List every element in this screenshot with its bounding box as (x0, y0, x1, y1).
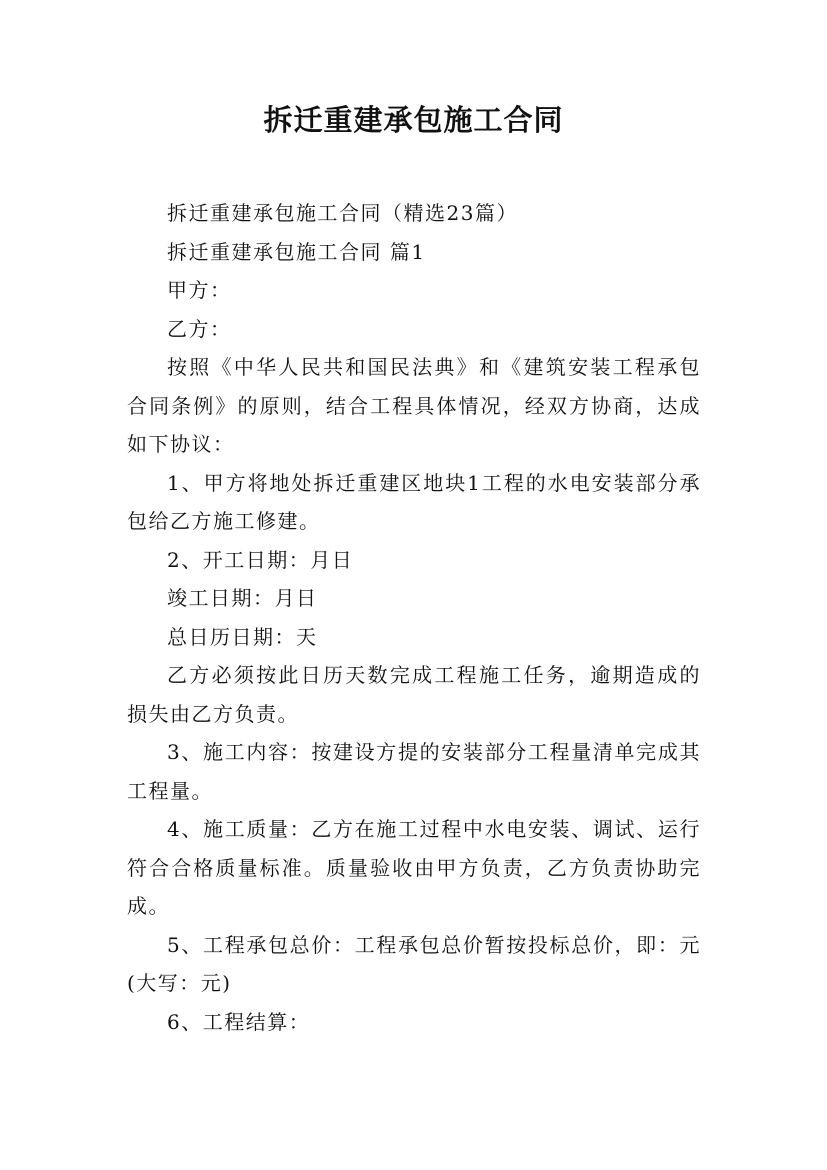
paragraph: 竣工日期：月日 (167, 586, 318, 610)
paragraph: 按照《中华人民共和国民法典》和《建筑安装工程承包合同条例》的原则，结合工程具体情况，经双方协商，达成如下协议： (127, 355, 701, 456)
paragraph: 乙方： (167, 316, 232, 341)
paragraph: 2、开工日期：月日 (167, 547, 354, 572)
paragraph: 6、工程结算： (167, 1009, 311, 1034)
paragraph: 甲方： (167, 278, 232, 302)
paragraph: 5、工程承包总价：工程承包总价暂按投标总价，即：元(大写：元) (127, 932, 701, 995)
paragraph: 1、甲方将地处拆迁重建区地块1工程的水电安装部分承包给乙方施工修建。 (127, 470, 701, 533)
paragraph: 3、施工内容：按建设方提的安装部分工程量清单完成其工程量。 (127, 740, 701, 803)
paragraph: 拆迁重建承包施工合同 篇1 (167, 239, 426, 264)
paragraph: 乙方必须按此日历天数完成工程施工任务，逾期造成的损失由乙方负责。 (127, 663, 701, 726)
paragraph: 拆迁重建承包施工合同（精选23篇） (167, 201, 518, 225)
paragraph: 总日历日期：天 (167, 624, 318, 649)
document-title: 拆迁重建承包施工合同 (263, 103, 564, 137)
paragraph: 4、施工质量：乙方在施工过程中水电安装、调试、运行符合合格质量标准。质量验收由甲方负责，乙方负责协助完成。 (127, 817, 701, 918)
document-body (127, 194, 701, 1041)
